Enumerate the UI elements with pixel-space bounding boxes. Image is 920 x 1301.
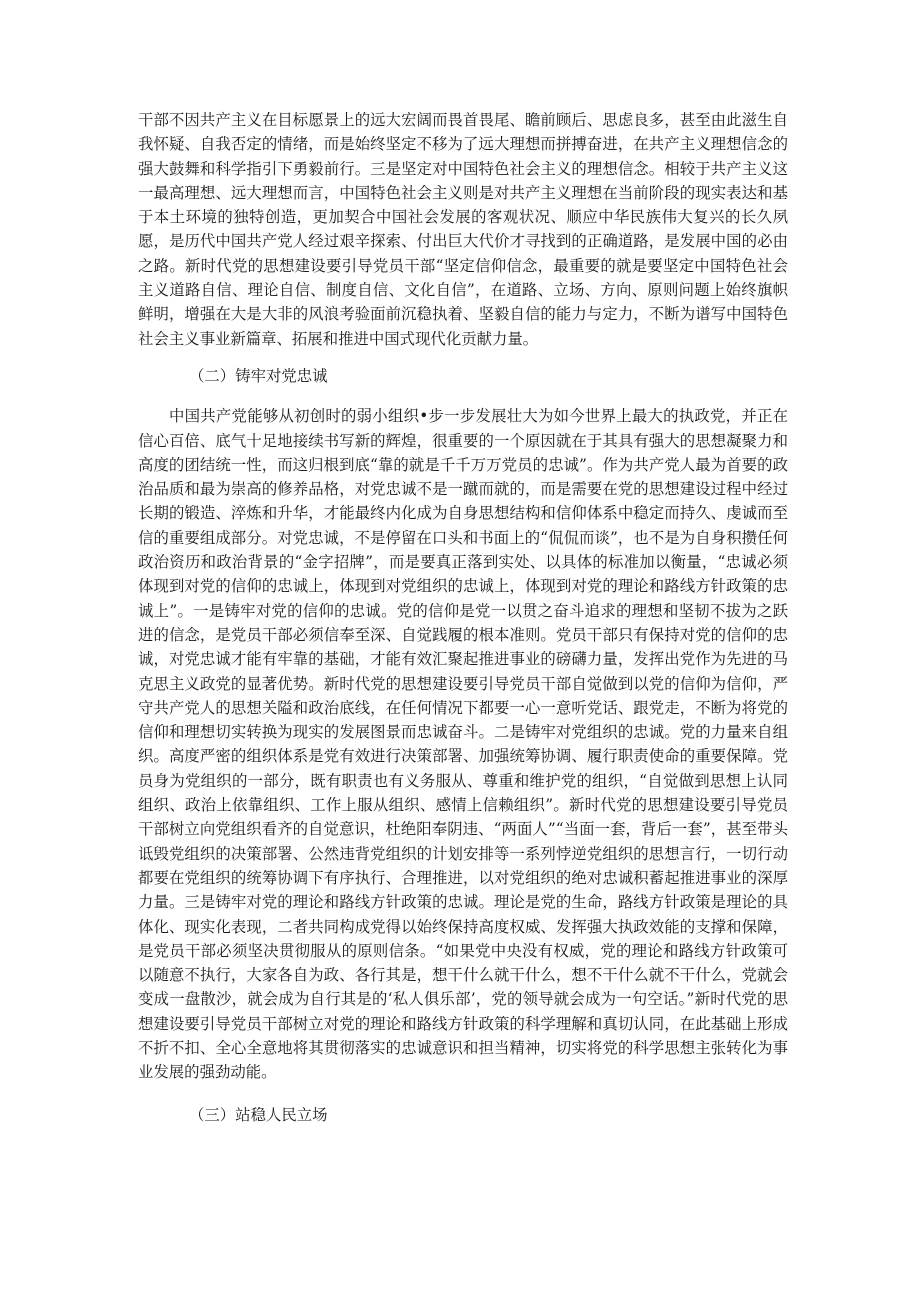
section-heading-people-stance: （三）站稳人民立场 bbox=[189, 1105, 328, 1124]
section-heading-loyalty: （二）铸牢对党忠诚 bbox=[189, 366, 328, 385]
document-page bbox=[138, 108, 788, 1127]
body-paragraph: 干部不因共产主义在目标愿景上的远大宏阔而畏首畏尾、瞻前顾后、思虑良多，甚至由此滋生自我怀疑、自我否定的情绪，而是始终坚定不移为了远大理想而拼搏奋进，在共产主义理想信念的强大鼓舞和科学指引下勇毅前行。三是坚定对中国特色社会主义的理想信念。相较于共产主义这一最高理想、远大理想而言，中国特色社会主义则是对共产主义理想在当前阶段的现实表达和基于本土环境的独特创造，更加契合中国社会发展的客观状况、顺应中华民族伟大复兴的长久夙愿，是历代中国共产党人经过艰辛探索、付出巨大代价才寻找到的正确道路，是发展中国的必由之路。新时代党的思想建设要引导党员干部“坚定信仰信念，最重要的就是要坚定中国特色社会主义道路自信、理论自信、制度自信、文化自信”，在道路、立场、方向、原则问题上始终旗帜鲜明，增强在大是大非的风浪考验面前沉稳执着、坚毅自信的能力与定力，不断为谱写中国特色社会主义事业新篇章、拓展和推进中国式现代化贡献力量。 bbox=[138, 111, 788, 348]
body-paragraph: 中国共产党能够从初创时的弱小组织•步一步发展壮大为如今世界上最大的执政党，并正在信心百倍、底气十足地接续书写新的辉煌，很重要的一个原因就在于其具有强大的思想凝聚力和高度的团结统一性，而这归根到底“靠的就是千千万万党员的忠诚”。作为共产党人最为首要的政治品质和最为崇高的修养品格，对党忠诚不是一蹴而就的，而是需要在党的思想建设过程中经过长期的锻造、淬炼和升华，才能最终内化成为自身思想结构和信仰体系中稳定而持久、虔诚而至信的重要组成部分。对党忠诚，不是停留在口头和书面上的“侃侃而谈”，也不是为自身积攒任何政治资历和政治背景的“金字招牌”，而是要真正落到实处、以具体的标准加以衡量，“忠诚必须体现到对党的信仰的忠诚上，体现到对党组织的忠诚上，体现到对党的理论和路线方针政策的忠诚上”。一是铸牢对党的信仰的忠诚。党的信仰是党一以贯之奋斗追求的理想和坚韧不拔为之跃进的信念，是党员干部必须信奉至深、自觉践履的根本准则。党员干部只有保持对党的信仰的忠诚，对党忠诚才能有牢靠的基础，才能有效汇聚起推进事业的磅礴力量，发挥出党作为先进的马克思主义政党的显著优势。新时代党的思想建设要引导党员干部自觉做到以党的信仰为信仰，严守共产党人的思想关隘和政治底线，在任何情况下都要一心一意听党话、跟党走，不断为将党的信仰和理想切实转换为现实的发展图景而忠诚奋斗。二是铸牢对党组织的忠诚。党的力量来自组织。高度严密的组织体系是党有效进行决策部署、加强统筹协调、履行职责使命的重要保障。党员身为党组织的一部分，既有职责也有义务服从、尊重和维护党的组织，“自觉做到思想上认同组织、政治上依靠组织、工作上服从组织、感情上信赖组织”。新时代党的思想建设要引导党员干部树立向党组织看齐的自觉意识，杜绝阳奉阴违、“两面人”“当面一套，背后一套”，甚至带头诋毁党组织的决策部署、公然违背党组织的计划安排等一系列悖逆党组织的思想言行，一切行动都要在党组织的统筹协调下有序执行、合理推进，以对党组织的绝对忠诚积蓄起推进事业的深厚力量。三是铸牢对党的理论和路线方针政策的忠诚。理论是党的生命，路线方针政策是理论的具体化、现实化表现，二者共同构成党得以始终保持高度权威、发挥强大执政效能的支撑和保障，是党员干部必须坚决贯彻服从的原则信条。“如果党中央没有权威，党的理论和路线方针政策可以随意不执行，大家各自为政、各行其是，想干什么就干什么，想不干什么就不干什么，党就会变成一盘散沙，就会成为自行其是的‘私人俱乐部’，党的领导就会成为一句空话。”新时代党的思想建设要引导党员干部树立对党的理论和路线方针政策的科学理解和真切认同，在此基础上形成不折不扣、全心全意地将其贯彻落实的忠诚意识和担当精神，切实将党的科学思想主张转化为事业发展的强劲动能。 bbox=[138, 407, 788, 1082]
